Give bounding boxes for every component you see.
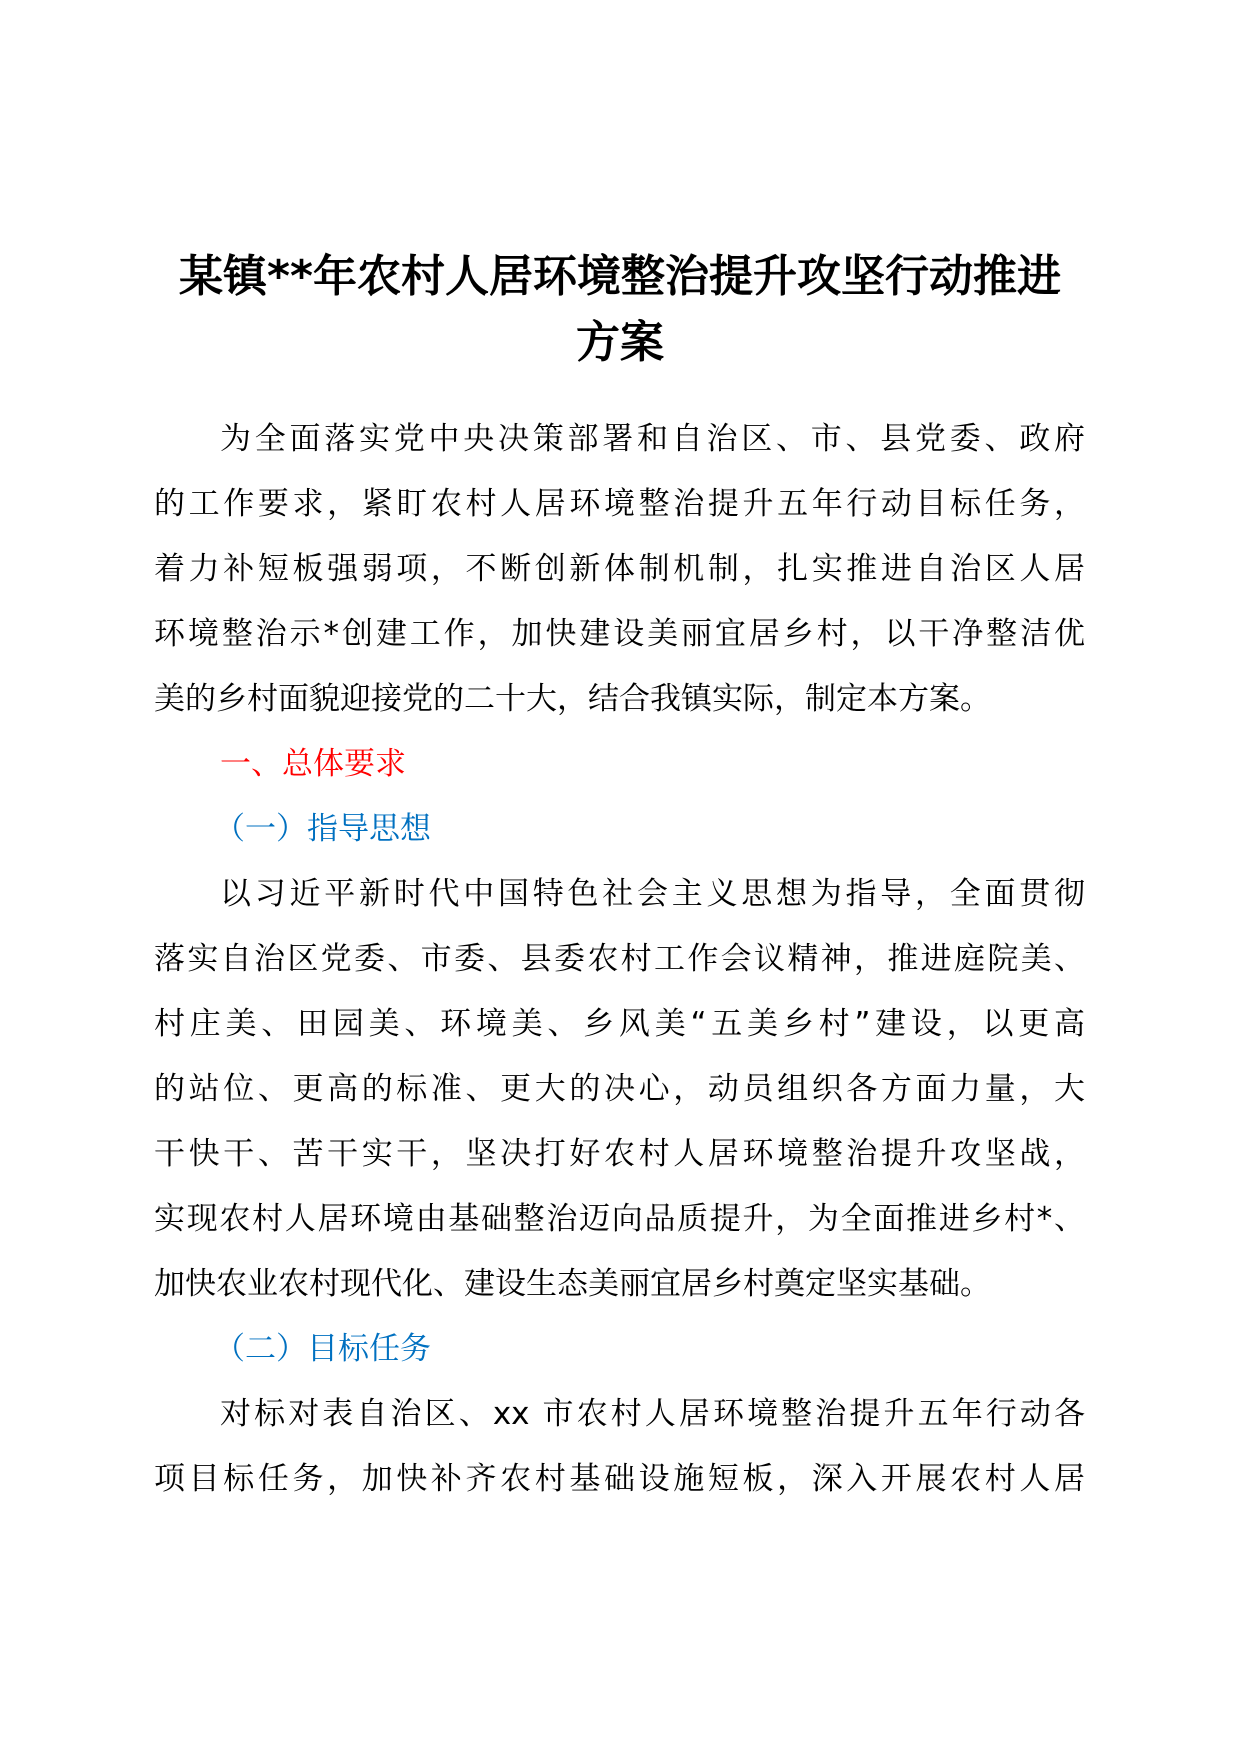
guide-line: 实现农村人居环境由基础整治迈向品质提升，为全面推进乡村*、 — [154, 1201, 1085, 1237]
goal-line: 项目标任务，加快补齐农村基础设施短板，深入开展农村人居 — [154, 1461, 1085, 1497]
section-heading-overall-requirements: 一、总体要求 — [220, 746, 406, 782]
document-title-line-2: 方案 — [576, 317, 664, 368]
guide-line: 村庄美、田园美、环境美、乡风美“五美乡村”建设，以更高 — [154, 1006, 1085, 1042]
intro-line: 为全面落实党中央决策部署和自治区、市、县党委、政府 — [220, 421, 1085, 457]
intro-line: 环境整治示*创建工作，加快建设美丽宜居乡村，以干净整洁优 — [154, 616, 1085, 652]
guide-line: 的站位、更高的标准、更大的决心，动员组织各方面力量，大 — [154, 1071, 1085, 1107]
guide-line: 加快农业农村现代化、建设生态美丽宜居乡村奠定坚实基础。 — [154, 1266, 991, 1302]
intro-line: 的工作要求，紧盯农村人居环境整治提升五年行动目标任务， — [154, 486, 1085, 522]
intro-line: 着力补短板强弱项，不断创新体制机制，扎实推进自治区人居 — [154, 551, 1085, 587]
goal-line: 对标对表自治区、xx 市农村人居环境整治提升五年行动各 — [220, 1396, 1085, 1432]
document-title-line-1: 某镇**年农村人居环境整治提升攻坚行动推进 — [178, 251, 1062, 302]
subsection-heading-goals-tasks: （二）目标任务 — [214, 1331, 431, 1367]
subsection-heading-guiding-ideology: （一）指导思想 — [214, 811, 431, 847]
guide-line: 以习近平新时代中国特色社会主义思想为指导，全面贯彻 — [220, 876, 1085, 912]
guide-line: 落实自治区党委、市委、县委农村工作会议精神，推进庭院美、 — [154, 941, 1085, 977]
guide-line: 干快干、苦干实干，坚决打好农村人居环境整治提升攻坚战， — [154, 1136, 1085, 1172]
intro-line: 美的乡村面貌迎接党的二十大，结合我镇实际，制定本方案。 — [154, 681, 991, 717]
